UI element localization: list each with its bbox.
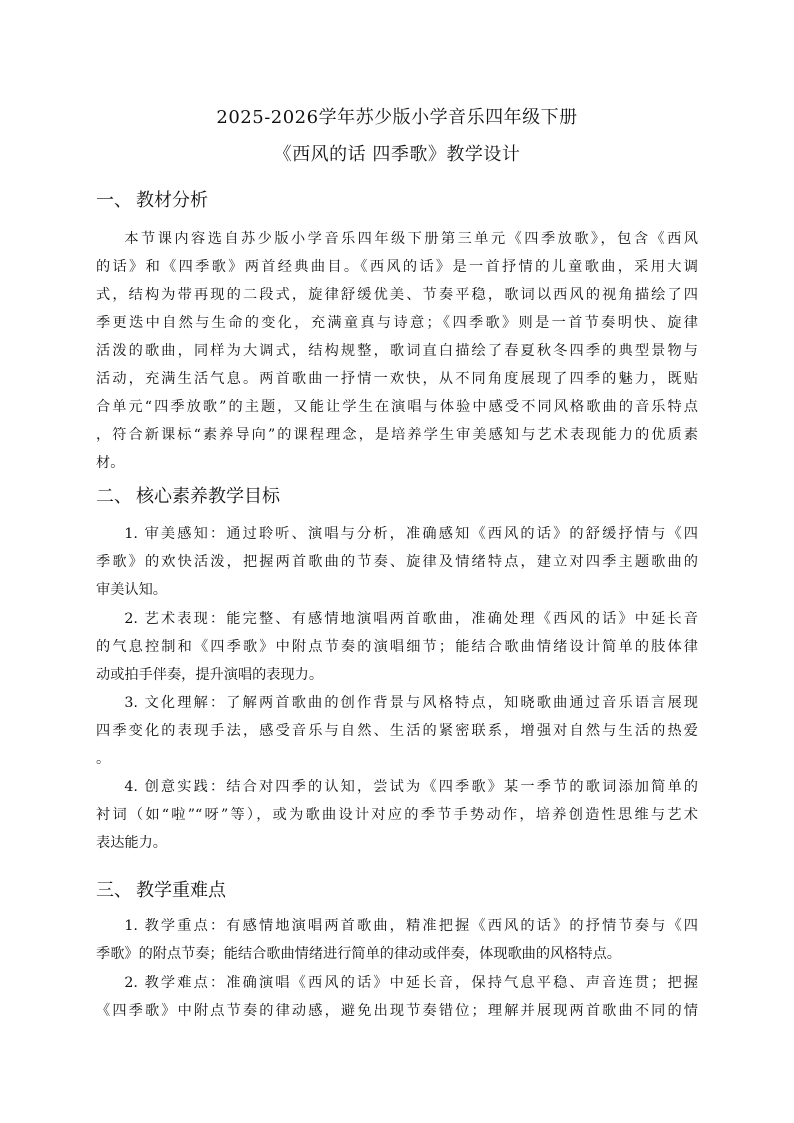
paragraph-line: 。 bbox=[96, 751, 111, 767]
paragraph-line: 动或拍手伴奏，提升演唱的表现力。 bbox=[96, 667, 324, 683]
paragraph-line: 四季变化的表现手法，感受音乐与自然、生活的紧密联系，增强对自然与生活的热爱 bbox=[96, 723, 698, 739]
paragraph-line: 2. 艺术表现：能完整、有感情地演唱两首歌曲，准确处理《西风的话》中延长音 bbox=[124, 611, 698, 627]
paragraph-line: 衬词（如“啦”“呀”等），或为歌曲设计对应的季节手势动作，培养创造性思维与艺术 bbox=[96, 807, 698, 823]
teaching-difficulties bbox=[96, 969, 698, 1025]
goal-cultural-understanding bbox=[96, 689, 698, 773]
document-title-line2: 《西风的话 四季歌》教学设计 bbox=[273, 144, 521, 165]
section-title: 教学重难点 bbox=[136, 880, 226, 901]
teaching-key-points bbox=[96, 912, 698, 968]
paragraph-line: 本节课内容选自苏少版小学音乐四年级下册第三单元《四季放歌》，包含《西风 bbox=[124, 231, 698, 247]
paragraph-line: 式，结构为带再现的二段式，旋律舒缓优美、节奏平稳，歌词以西风的视角描绘了四 bbox=[96, 287, 698, 303]
paragraph-line: 合单元“四季放歌”的主题，又能让学生在演唱与体验中感受不同风格歌曲的音乐特点 bbox=[96, 399, 698, 415]
goal-aesthetic-perception bbox=[96, 520, 698, 604]
section-number: 三、 bbox=[96, 880, 132, 901]
paragraph-textbook-analysis bbox=[96, 225, 698, 477]
section-number: 二、 bbox=[96, 486, 132, 507]
paragraph-line: 《四季歌》中附点节奏的律动感，避免出现节奏错位；理解并展现两首歌曲不同的情 bbox=[96, 1003, 698, 1019]
paragraph-line: ，符合新课标“素养导向”的课程理念，是培养学生审美感知与艺术表现能力的优质素 bbox=[96, 427, 698, 443]
paragraph-line: 2. 教学难点：准确演唱《西风的话》中延长音，保持气息平稳、声音连贯；把握 bbox=[124, 975, 698, 991]
section-number: 一、 bbox=[96, 190, 132, 211]
paragraph-line: 审美认知。 bbox=[96, 582, 167, 598]
paragraph-line: 的气息控制和《四季歌》中附点节奏的演唱细节；能结合歌曲情绪设计简单的肢体律 bbox=[96, 639, 698, 655]
paragraph-line: 季更迭中自然与生命的变化，充满童真与诗意；《四季歌》则是一首节奏明快、旋律 bbox=[96, 315, 698, 331]
section-title: 教材分析 bbox=[136, 190, 208, 211]
paragraph-line: 1. 审美感知：通过聆听、演唱与分析，准确感知《西风的话》的舒缓抒情与《四 bbox=[124, 526, 698, 542]
goal-creative-practice bbox=[96, 773, 698, 857]
section-heading-textbook-analysis bbox=[96, 188, 208, 214]
paragraph-line: 活泼的歌曲，同样为大调式，结构规整，歌词直白描绘了春夏秋冬四季的典型景物与 bbox=[96, 343, 698, 359]
paragraph-line: 材。 bbox=[96, 455, 125, 471]
paragraph-line: 季歌》的欢快活泼，把握两首歌曲的节奏、旋律及情绪特点，建立对四季主题歌曲的 bbox=[96, 554, 698, 570]
section-heading-key-difficulties bbox=[96, 878, 226, 904]
section-heading-core-literacy-goals bbox=[96, 484, 280, 510]
goal-artistic-expression bbox=[96, 605, 698, 689]
paragraph-line: 1. 教学重点：有感情地演唱两首歌曲，精准把握《西风的话》的抒情节奏与《四 bbox=[124, 918, 698, 934]
paragraph-line: 的话》和《四季歌》两首经典曲目。《西风的话》是一首抒情的儿童歌曲，采用大调 bbox=[96, 259, 698, 275]
section-title: 核心素养教学目标 bbox=[136, 486, 280, 507]
document-title-line1: 2025-2026学年苏少版小学音乐四年级下册 bbox=[216, 107, 578, 128]
paragraph-line: 活动，充满生活气息。两首歌曲一抒情一欢快，从不同角度展现了四季的魅力，既贴 bbox=[96, 371, 698, 387]
paragraph-line: 表达能力。 bbox=[96, 835, 167, 851]
paragraph-line: 季歌》的附点节奏；能结合歌曲情绪进行简单的律动或伴奏，体现歌曲的风格特点。 bbox=[96, 946, 621, 962]
paragraph-line: 4. 创意实践：结合对四季的认知，尝试为《四季歌》某一季节的歌词添加简单的 bbox=[124, 779, 698, 795]
paragraph-line: 3. 文化理解：了解两首歌曲的创作背景与风格特点，知晓歌曲通过音乐语言展现 bbox=[124, 695, 698, 711]
